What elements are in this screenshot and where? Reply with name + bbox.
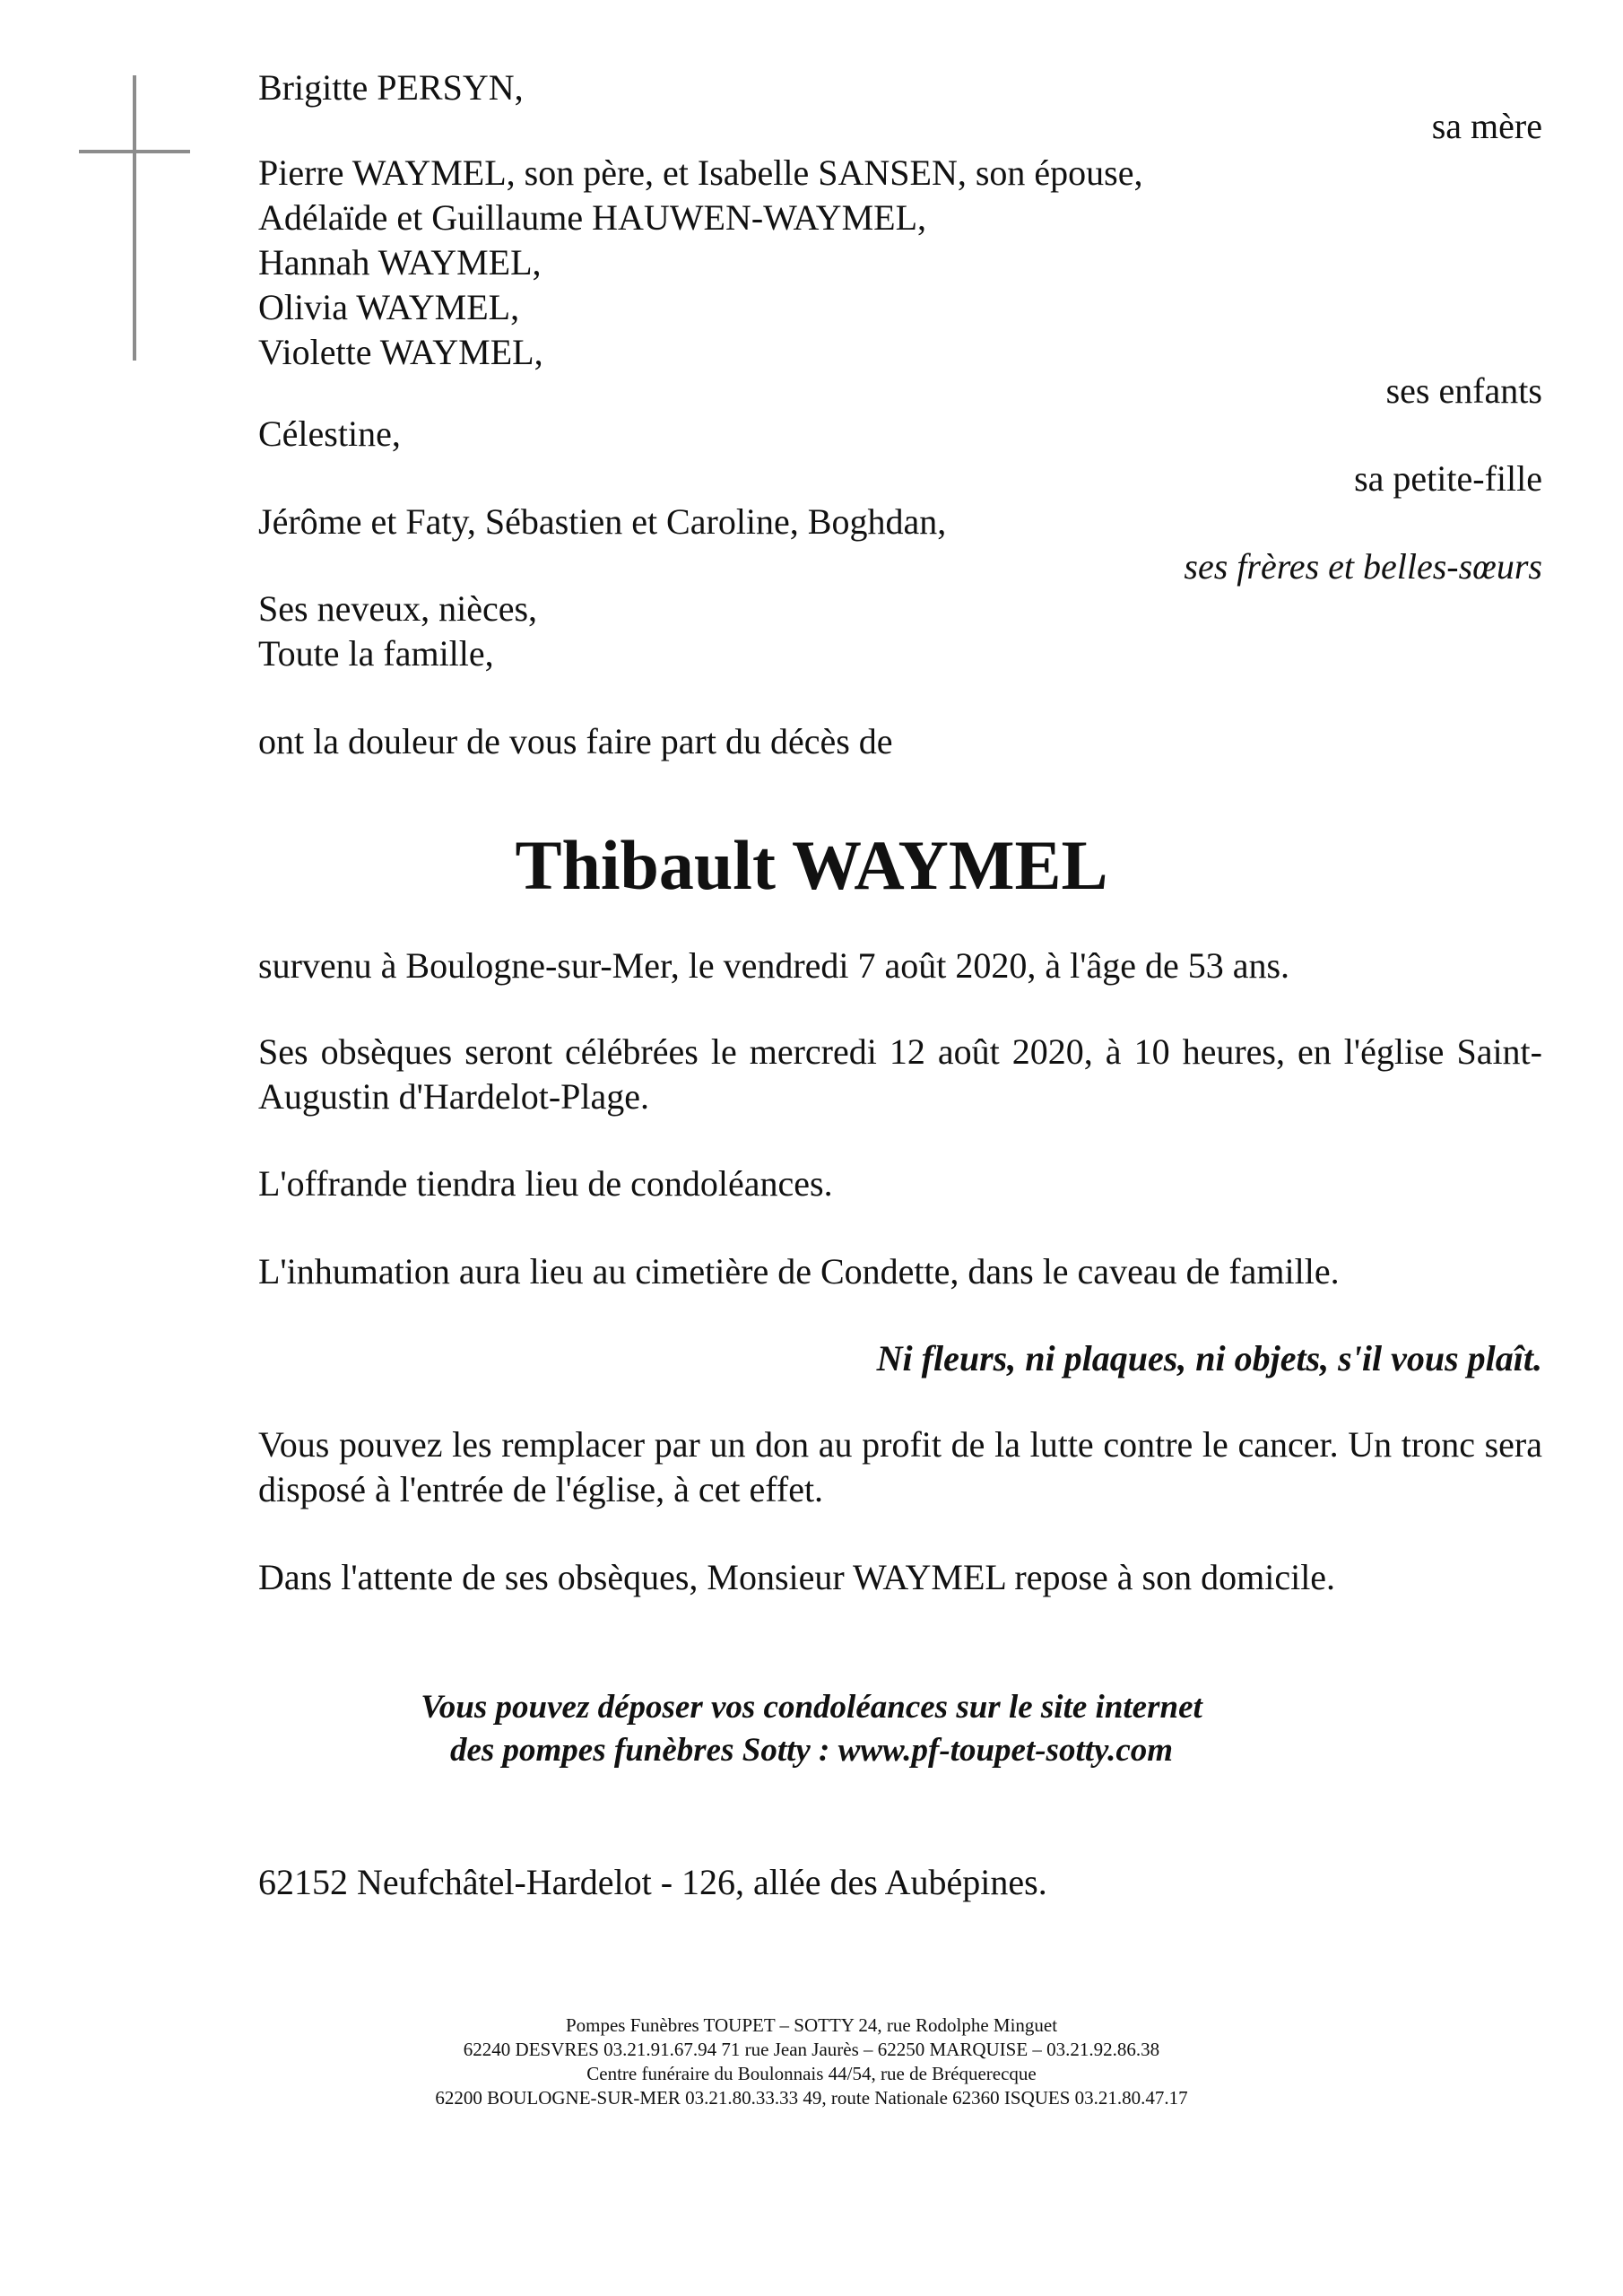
condolences-line: Vous pouvez déposer vos condoléances sur le site internet — [421, 1689, 1202, 1726]
granddaughter-role: sa petite-fille — [1354, 458, 1542, 499]
condolences-website-line: des pompes funèbres Sotty : www.pf-toupet-sotty.com — [449, 1732, 1174, 1769]
announcement-intro: ont la douleur de vous faire part du décès de — [258, 721, 893, 761]
footer-line: 62240 DESVRES 03.21.91.67.94 71 rue Jean Jaurès – 62250 MARQUISE – 03.21.92.86.38 — [463, 2039, 1160, 2060]
footer-line: 62200 BOULOGNE-SUR-MER 03.21.80.33.33 49, route Nationale 62360 ISQUES 03.21.80.47.17 — [435, 2087, 1188, 2109]
burial-line: L'inhumation aura lieu au cimetière de Condette, dans le caveau de famille. — [258, 1251, 1340, 1292]
mother-role: sa mère — [1431, 106, 1542, 146]
condolences-notice — [0, 1686, 1623, 1772]
siblings-role: ses frères et belles-sœurs — [1184, 546, 1542, 587]
footer-line: Pompes Funèbres TOUPET – SOTTY 24, rue Rodolphe Minguet — [565, 2014, 1058, 2036]
nephews-line: Ses neveux, nièces, — [258, 588, 538, 629]
offering-line: L'offrande tiendra lieu de condoléances. — [258, 1163, 833, 1204]
funeral-home-footer — [0, 2013, 1623, 2110]
no-flowers-notice: Ni fleurs, ni plaques, ni objets, s'il vous plaît. — [876, 1338, 1542, 1378]
granddaughter-name: Célestine, — [258, 413, 401, 454]
child-line: Pierre WAYMEL, son père, et Isabelle SANSEN, son épouse, — [258, 152, 1143, 193]
funeral-paragraph: Ses obsèques seront célébrées le mercredi 12 août 2020, à 10 heures, en l'église Saint-Augustin d'Hardelot-Plage. — [258, 1031, 1542, 1117]
deceased-name: Thibault WAYMEL — [515, 826, 1108, 904]
footer-line: Centre funéraire du Boulonnais 44/54, rue de Bréquerecque — [586, 2063, 1037, 2084]
whole-family-line: Toute la famille, — [258, 633, 494, 674]
child-line: Hannah WAYMEL, — [258, 242, 542, 283]
cross-horizontal-bar — [79, 150, 190, 153]
children-list — [258, 151, 1143, 375]
siblings-names: Jérôme et Faty, Sébastien et Caroline, Boghdan, — [258, 501, 947, 542]
donation-paragraph: Vous pouvez les remplacer par un don au profit de la lutte contre le cancer. Un tronc sera disposé à l'entrée de l'église, à cet effet. — [258, 1424, 1542, 1509]
cross-vertical-bar — [133, 75, 136, 361]
address-line: 62152 Neufchâtel-Hardelot - 126, allée des Aubépines. — [258, 1862, 1047, 1902]
resting-line: Dans l'attente de ses obsèques, Monsieur WAYMEL repose à son domicile. — [258, 1557, 1336, 1597]
child-line: Adélaïde et Guillaume HAUWEN-WAYMEL, — [258, 197, 926, 238]
death-details: survenu à Boulogne-sur-Mer, le vendredi 7 août 2020, à l'âge de 53 ans. — [258, 945, 1290, 986]
children-role: ses enfants — [1385, 370, 1542, 411]
child-line: Olivia WAYMEL, — [258, 287, 520, 327]
child-line: Violette WAYMEL, — [258, 332, 543, 372]
mother-name: Brigitte PERSYN, — [258, 67, 524, 108]
